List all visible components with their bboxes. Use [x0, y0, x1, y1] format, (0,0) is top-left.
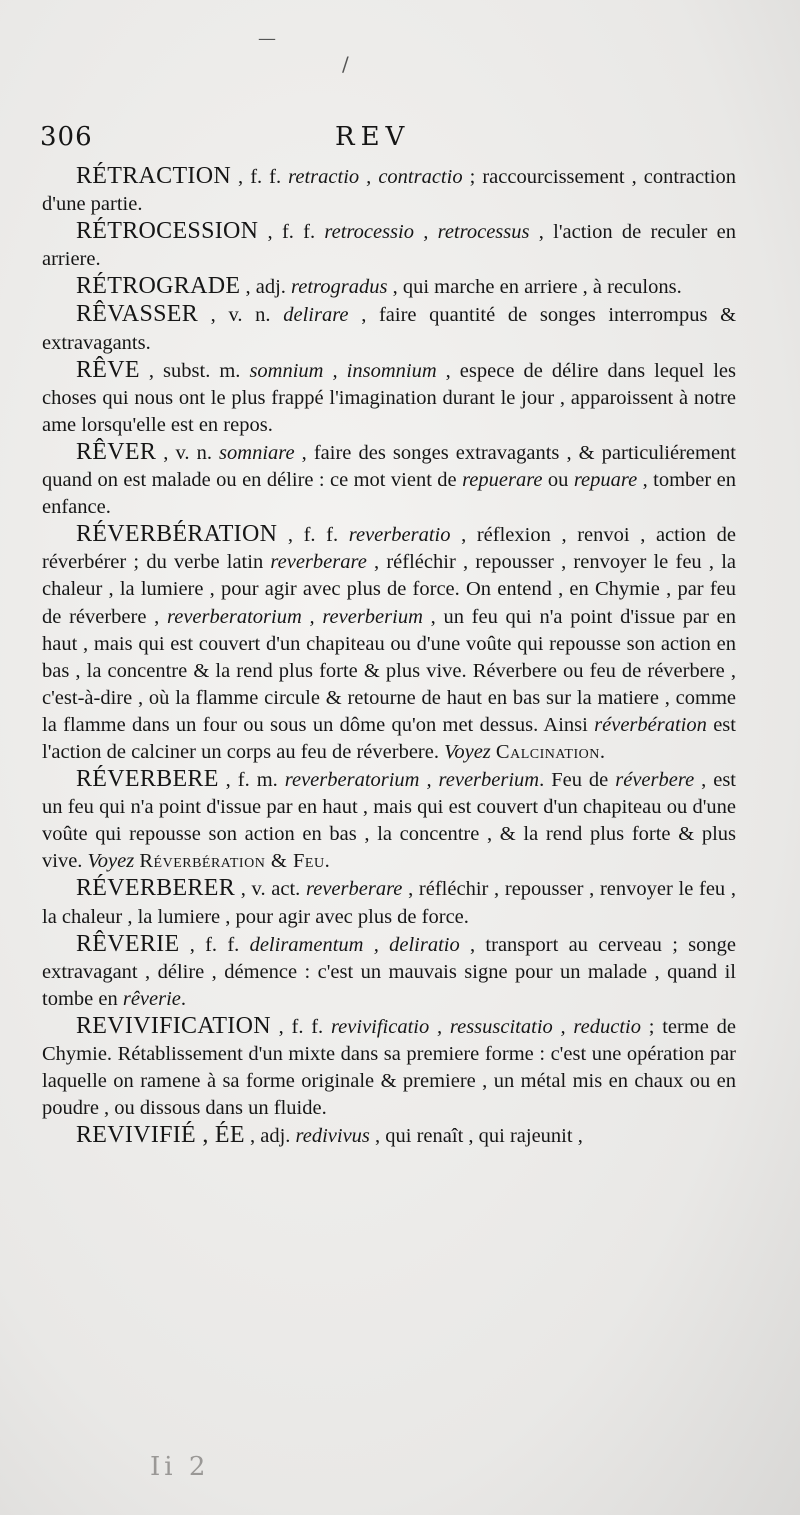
cross-reference: Réverbération & Feu — [139, 850, 325, 873]
latin-term: reverberare — [270, 551, 367, 574]
grammar-label: subst. m. — [163, 359, 241, 382]
definition: , réflexion , renvoi , action de réverbérer ; du verbe latin — [42, 524, 737, 574]
definition: , qui renaît , qui rajeunit , — [369, 1125, 583, 1148]
dictionary-entry: REVIVIFICATION , f. f. revivificatio , ressuscitatio , reductio ; terme de Chymie. Rétablissement d'un mixte dans sa premiere forme : c'est une opération par laquelle on ramene à sa forme originale & premiere , un métal mis en chaux ou en poudre , ou dissous dans un fluide. — [42, 1012, 736, 1120]
grammar-label: f. f. — [205, 933, 240, 956]
dictionary-entry: RÉTRACTION , f. f. retractio , contractio ; raccourcissement , contraction d'une partie. — [42, 163, 737, 216]
headword: RÉVERBERER — [76, 875, 236, 902]
latin-term: retrogradus — [291, 276, 388, 299]
dictionary-entry: RÉTROCESSION , f. f. retrocessio , retrocessus , l'action de reculer en arriere. — [42, 218, 737, 271]
definition: ; raccourcissement , contraction d'une partie. — [42, 166, 737, 216]
dictionary-column — [42, 163, 736, 1150]
dictionary-entry: RÉTROGRADE , adj. retrogradus , qui marche en arriere , à reculons. — [76, 273, 682, 300]
latin-term: somniare — [219, 441, 295, 464]
headword: RÊVERIE — [76, 930, 180, 957]
dictionary-entry: RÉVERBERER , v. act. reverberare , réfléchir , repousser , renvoyer le feu , la chaleur , la lumiere , pour agir avec plus de force. — [42, 875, 737, 928]
dictionary-entry: RÊVASSER , v. n. delirare , faire quantité de songes interrompus & extravagants. — [42, 301, 737, 354]
latin-term: rêverie — [122, 987, 181, 1010]
grammar-label: f. f. — [303, 524, 339, 547]
definition: , réfléchir , repousser , renvoyer le feu , la chaleur , la lumiere , pour agir avec plus de force. — [42, 878, 737, 928]
latin-term: delirare — [283, 304, 349, 327]
running-head: REV — [335, 122, 411, 152]
headword: RÉTROGRADE — [76, 273, 241, 300]
dictionary-entry: RÊVER , v. n. somniare , faire des songes extravagants , & particuliérement quand on est malade ou en délire : ce mot vient de repuerare ou repuare , tomber en enfance. — [42, 438, 736, 519]
grammar-label: f. f. — [250, 166, 282, 188]
grammar-label: f. f. — [281, 221, 316, 244]
page-number: 306 — [40, 122, 93, 152]
definition: ; terme de Chymie. Rétablissement d'un mixte dans sa premiere forme : c'est une opération par laquelle on ramene à sa forme originale & premiere , un métal mis en chaux ou en poudre , ou dissous dans un fluide. — [42, 1015, 736, 1120]
latin-term: repuare — [573, 469, 638, 492]
latin-term: réverbération — [594, 713, 707, 736]
headword: REVIVIFICATION — [76, 1012, 271, 1039]
headword: REVIVIFIÉ , ÉE — [76, 1122, 245, 1149]
definition: , qui marche en arriere , à reculons. — [387, 276, 682, 299]
definition: . Feu de — [539, 769, 616, 792]
latin-term: reverberatio — [348, 524, 451, 547]
definition: , faire quantité de songes interrompus & extravagants. — [42, 304, 737, 354]
headword: RÉVERBÉRATION — [76, 521, 278, 548]
latin-term: réverbere — [615, 769, 695, 792]
definition: , espece de délire dans lequel les choses qui nous ont le plus frappé l'imagination durant le jour , apparoissent à notre ame lorsqu'elle est en repos. — [42, 359, 737, 436]
latin-term: revivificatio , ressuscitatio , reductio — [330, 1015, 641, 1038]
dictionary-entry: RÉVERBERE , f. m. reverberatorium , reverberium. Feu de réverbere , est un feu qui n'a point d'issue par en haut , mais qui est couvert d'un chapiteau ou d'une voûte qui repousse son action en bas , la concentre , & la rend plus forte & plus vive. Voyez Réverbération & Feu. — [42, 766, 737, 873]
dictionary-entry: REVIVIFIÉ , ÉE , adj. redivivus , qui renaît , qui rajeunit , — [76, 1122, 583, 1149]
ink-speck: / — [342, 52, 349, 76]
grammar-label: v. n. — [175, 441, 212, 464]
headword: RÊVASSER — [76, 301, 199, 328]
latin-term: redivivus — [295, 1125, 370, 1148]
grammar-label: adj. — [260, 1125, 291, 1148]
grammar-label: adj. — [255, 276, 286, 299]
latin-term: reverberatorium , reverberium — [284, 769, 540, 792]
definition: , l'action de reculer en arriere. — [42, 221, 737, 271]
headword: RÉTROCESSION — [76, 218, 259, 245]
cross-reference-label: Voyez — [444, 740, 491, 763]
headword: RÊVER — [76, 438, 157, 465]
grammar-label: v. n. — [228, 304, 271, 327]
headword: RÉVERBERE — [76, 766, 219, 793]
dictionary-entry: RÊVE , subst. m. somnium , insomnium , espece de délire dans lequel les choses qui nous ont le plus frappé l'imagination durant le jour , apparoissent à notre ame lorsqu'elle est en repos. — [42, 356, 737, 436]
grammar-label: f. m. — [237, 769, 278, 792]
dictionary-entry: RÊVERIE , f. f. deliramentum , deliratio , transport au cerveau ; songe extravagant , délire , démence : c'est un mauvais signe pour un malade , quand il tombe en rêverie. — [42, 930, 737, 1010]
page-header — [40, 122, 740, 156]
headword: RÉTRACTION — [76, 163, 231, 189]
latin-term: repuerare — [462, 469, 543, 492]
headword: RÊVE — [76, 356, 140, 383]
latin-term: deliramentum , deliratio — [249, 933, 460, 956]
cross-reference: Calcination — [495, 740, 600, 763]
definition: , transport au cerveau ; songe extravagant , délire , démence : c'est un mauvais signe pour un malade , quand il tombe en — [42, 933, 737, 1010]
signature-mark: Ii 2 — [150, 1452, 210, 1482]
definition: , faire des songes extravagants , & particuliérement quand on est malade ou en délire : ce mot vient de — [42, 441, 736, 492]
cross-reference-label: Voyez — [87, 850, 135, 873]
dictionary-entry: RÉVERBÉRATION , f. f. reverberatio , réflexion , renvoi , action de réverbérer ; du verbe latin reverberare , réfléchir , repousser , renvoyer le feu , la chaleur , la lumiere , pour agir avec plus de force. On entend , en Chymie , par feu de réverbere , reverberatorium , reverberium , un feu qui n'a point d'issue par en haut , mais qui est couvert d'un chapiteau ou d'une voûte qui repousse son action en bas , la concentre & la rend plus forte & plus vive. Réverbere ou feu de réverbere , c'est-à-dire , où la flamme circule & retourne de haut en bas sur la matiere , comme la flamme dans un four ou sous un dôme qu'on met dessus. Ainsi réverbération est l'action de calciner un corps au feu de réverbere. Voyez Calcination. — [42, 521, 737, 763]
latin-term: retractio , contractio — [288, 166, 463, 188]
latin-term: reverberare — [306, 878, 403, 901]
latin-term: somnium , insomnium — [249, 359, 437, 382]
ink-speck: — — [258, 28, 276, 49]
latin-term: retrocessio , retrocessus — [324, 221, 530, 244]
latin-term: reverberatorium , reverberium — [167, 605, 423, 628]
grammar-label: v. act. — [251, 878, 301, 901]
grammar-label: f. f. — [291, 1015, 324, 1038]
